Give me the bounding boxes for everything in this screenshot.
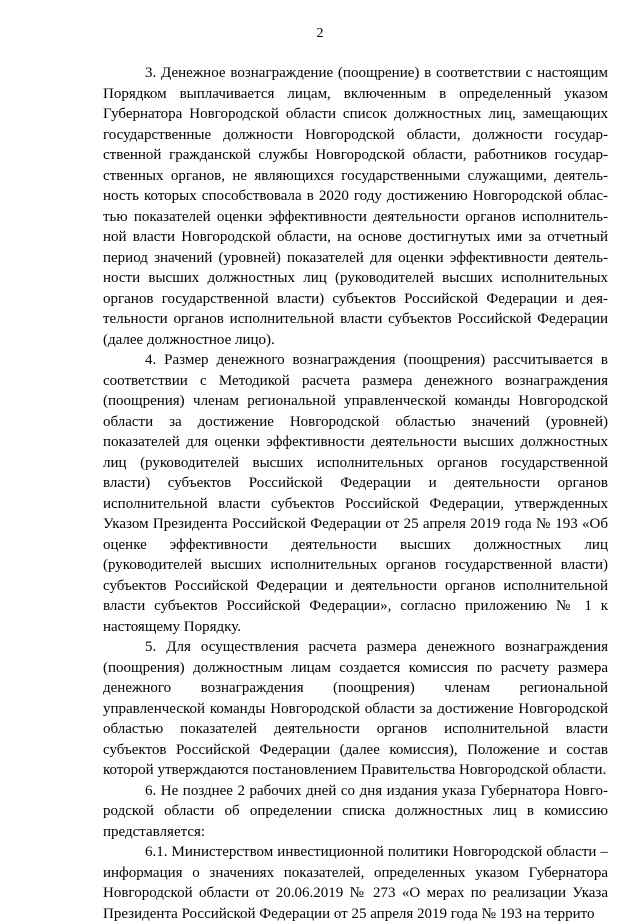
page-number: 2	[316, 26, 324, 41]
paragraph-3: 3. Денежное вознаграждение (поощрение) в соответствии с настоящим Порядком выплачивается лицам, включенным в определенный указом Губернатора Новгородской области список должностных лиц, замещающих государственные должности Новгородской области, должности государственной гражданской службы Новгородской области, работников государственных органов, не являющихся государственными служащими, деятельность которых способствовала в 2020 году достижению Новгородской областью показателей оценки эффективности деятельности органов исполнительной власти Новгородской области, на основе достигнутых ими за отчетный период значений (уровней) показателей для оценки эффективности деятельности высших должностных лиц (руководителей высших исполнительных органов государственной власти) субъектов Российской Федерации и деятельности органов исполнительной власти субъектов Российской Федерации (далее должностное лицо).	[103, 65, 608, 348]
paragraph-4: 4. Размер денежного вознаграждения (поощрения) рассчитывается в соответствии с Методикой расчета размера денежного вознаграждения (поощрения) членам региональной управленческой команды Новгородской области за достижение Новгородской областью значений (уровней) показателей для оценки эффективности деятельности высших должностных лиц (руководителей высших исполнительных органов государственной власти) субъектов Российской Федерации и деятельности органов исполнительной власти субъектов Российской Федерации, утвержденных Указом Президента Российской Федерации от 25 апреля 2019 года № 193 «Об оценке эффективности деятельности высших должностных лиц (руководителей высших исполнительных органов государственной власти) субъектов Российской Федерации и деятельности органов исполнительной власти субъектов Российской Федерации», согласно приложению № 1 к настоящему Порядку.	[103, 352, 608, 635]
paragraph-6-1: 6.1. Министерством инвестиционной политики Новгородской области – информация о значениях показателей, определенных указом Губернатора Новгородской области от 20.06.2019 № 273 «О мерах по реализации Указа Президента Российской Федерации от 25 апреля 2019 года № 193 на террито	[103, 844, 608, 922]
paragraph-6: 6. Не позднее 2 рабочих дней со дня издания указа Губернатора Новгородской области об определении списка должностных лиц в комиссию представляется:	[103, 782, 608, 840]
document-body	[103, 63, 608, 924]
paragraph-5: 5. Для осуществления расчета размера денежного вознаграждения (поощрения) должностным лицам создается комиссия по расчету размера денежного вознаграждения (поощрения) членам региональной управленческой команды Новгородской области за достижение Новгородской областью показателей деятельности органов исполнительной власти субъектов Российской Федерации (далее комиссия), Положение и состав которой утверждаются постановлением Правительства Новгородской области.	[103, 639, 608, 778]
